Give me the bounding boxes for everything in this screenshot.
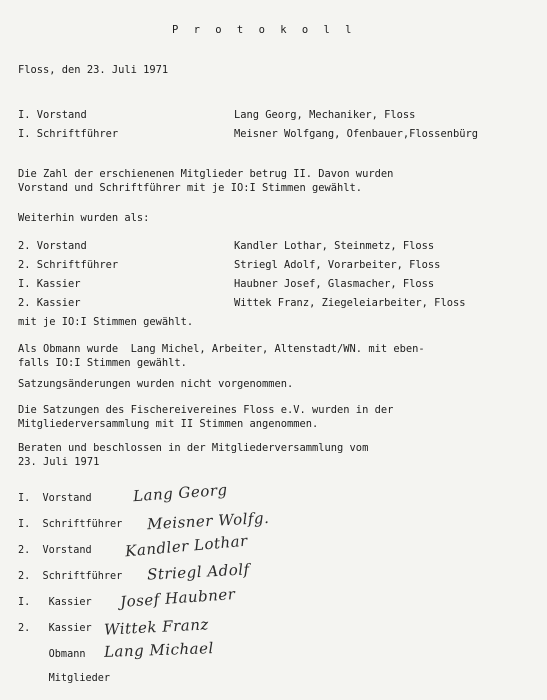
signature-role-6: 2. Kassier (18, 623, 92, 634)
statute-changes: Satzungsänderungen wurden nicht vorgenommen. (18, 378, 294, 390)
signature-role-5: I. Kassier (18, 597, 92, 608)
further-role-1: 2. Vorstand (18, 240, 87, 252)
signature-role-4: 2. Schriftführer (18, 571, 123, 582)
statute-text-line-2: Mitgliederversammlung mit II Stimmen angenommen. (18, 418, 319, 430)
further-person-1: Kandler Lothar, Steinmetz, Floss (234, 240, 435, 252)
statute-text-line-1: Die Satzungen des Fischereivereines Floss e.V. wurden in der (18, 404, 394, 416)
further-role-2: 2. Schriftführer (18, 259, 119, 271)
handwritten-signature-1: Lang Georg (132, 480, 229, 506)
further-intro: Weiterhin wurden als: (18, 212, 150, 224)
signature-role-3: 2. Vorstand (18, 545, 92, 556)
officer-person-2: Meisner Wolfgang, Ofenbauer,Flossenbürg (234, 128, 478, 140)
officer-person-1: Lang Georg, Mechaniker, Floss (234, 109, 416, 121)
members-text-line-1: Die Zahl der erschienenen Mitglieder betrug II. Davon wurden (18, 168, 394, 180)
resolution-text-line-1: Beraten und beschlossen in der Mitgliederversammlung vom (18, 442, 369, 454)
handwritten-signature-7: Lang Michael (103, 639, 215, 661)
handwritten-signature-5: Josef Haubner (119, 584, 236, 612)
handwritten-signature-3: Kandler Lothar (124, 531, 249, 561)
further-role-4: 2. Kassier (18, 297, 81, 309)
signature-role-1: I. Vorstand (18, 493, 92, 504)
further-person-2: Striegl Adolf, Vorarbeiter, Floss (234, 259, 441, 271)
handwritten-signature-2: Meisner Wolfg. (146, 508, 270, 534)
further-person-3: Haubner Josef, Glasmacher, Floss (234, 278, 435, 290)
signature-role-8: Mitglieder (18, 673, 111, 684)
signature-role-7: Obmann (18, 649, 86, 660)
obmann-text-line-1: Als Obmann wurde Lang Michel, Arbeiter, Altenstadt/WN. mit eben- (18, 343, 425, 355)
officer-role-2: I. Schriftführer (18, 128, 119, 140)
further-votes: mit je IO:I Stimmen gewählt. (18, 316, 194, 328)
document-title: P r o t o k o l l (172, 24, 356, 36)
signature-role-2: I. Schriftführer (18, 519, 123, 530)
resolution-text-line-2: 23. Juli 1971 (18, 456, 100, 468)
place-date: Floss, den 23. Juli 1971 (18, 64, 169, 76)
handwritten-signature-6: Wittek Franz (103, 615, 210, 639)
further-person-4: Wittek Franz, Ziegeleiarbeiter, Floss (234, 297, 466, 309)
obmann-text-line-2: falls IO:I Stimmen gewählt. (18, 357, 187, 369)
further-role-3: I. Kassier (18, 278, 81, 290)
handwritten-signature-4: Striegl Adolf (146, 560, 251, 584)
officer-role-1: I. Vorstand (18, 109, 87, 121)
members-text-line-2: Vorstand und Schriftführer mit je IO:I Stimmen gewählt. (18, 182, 363, 194)
